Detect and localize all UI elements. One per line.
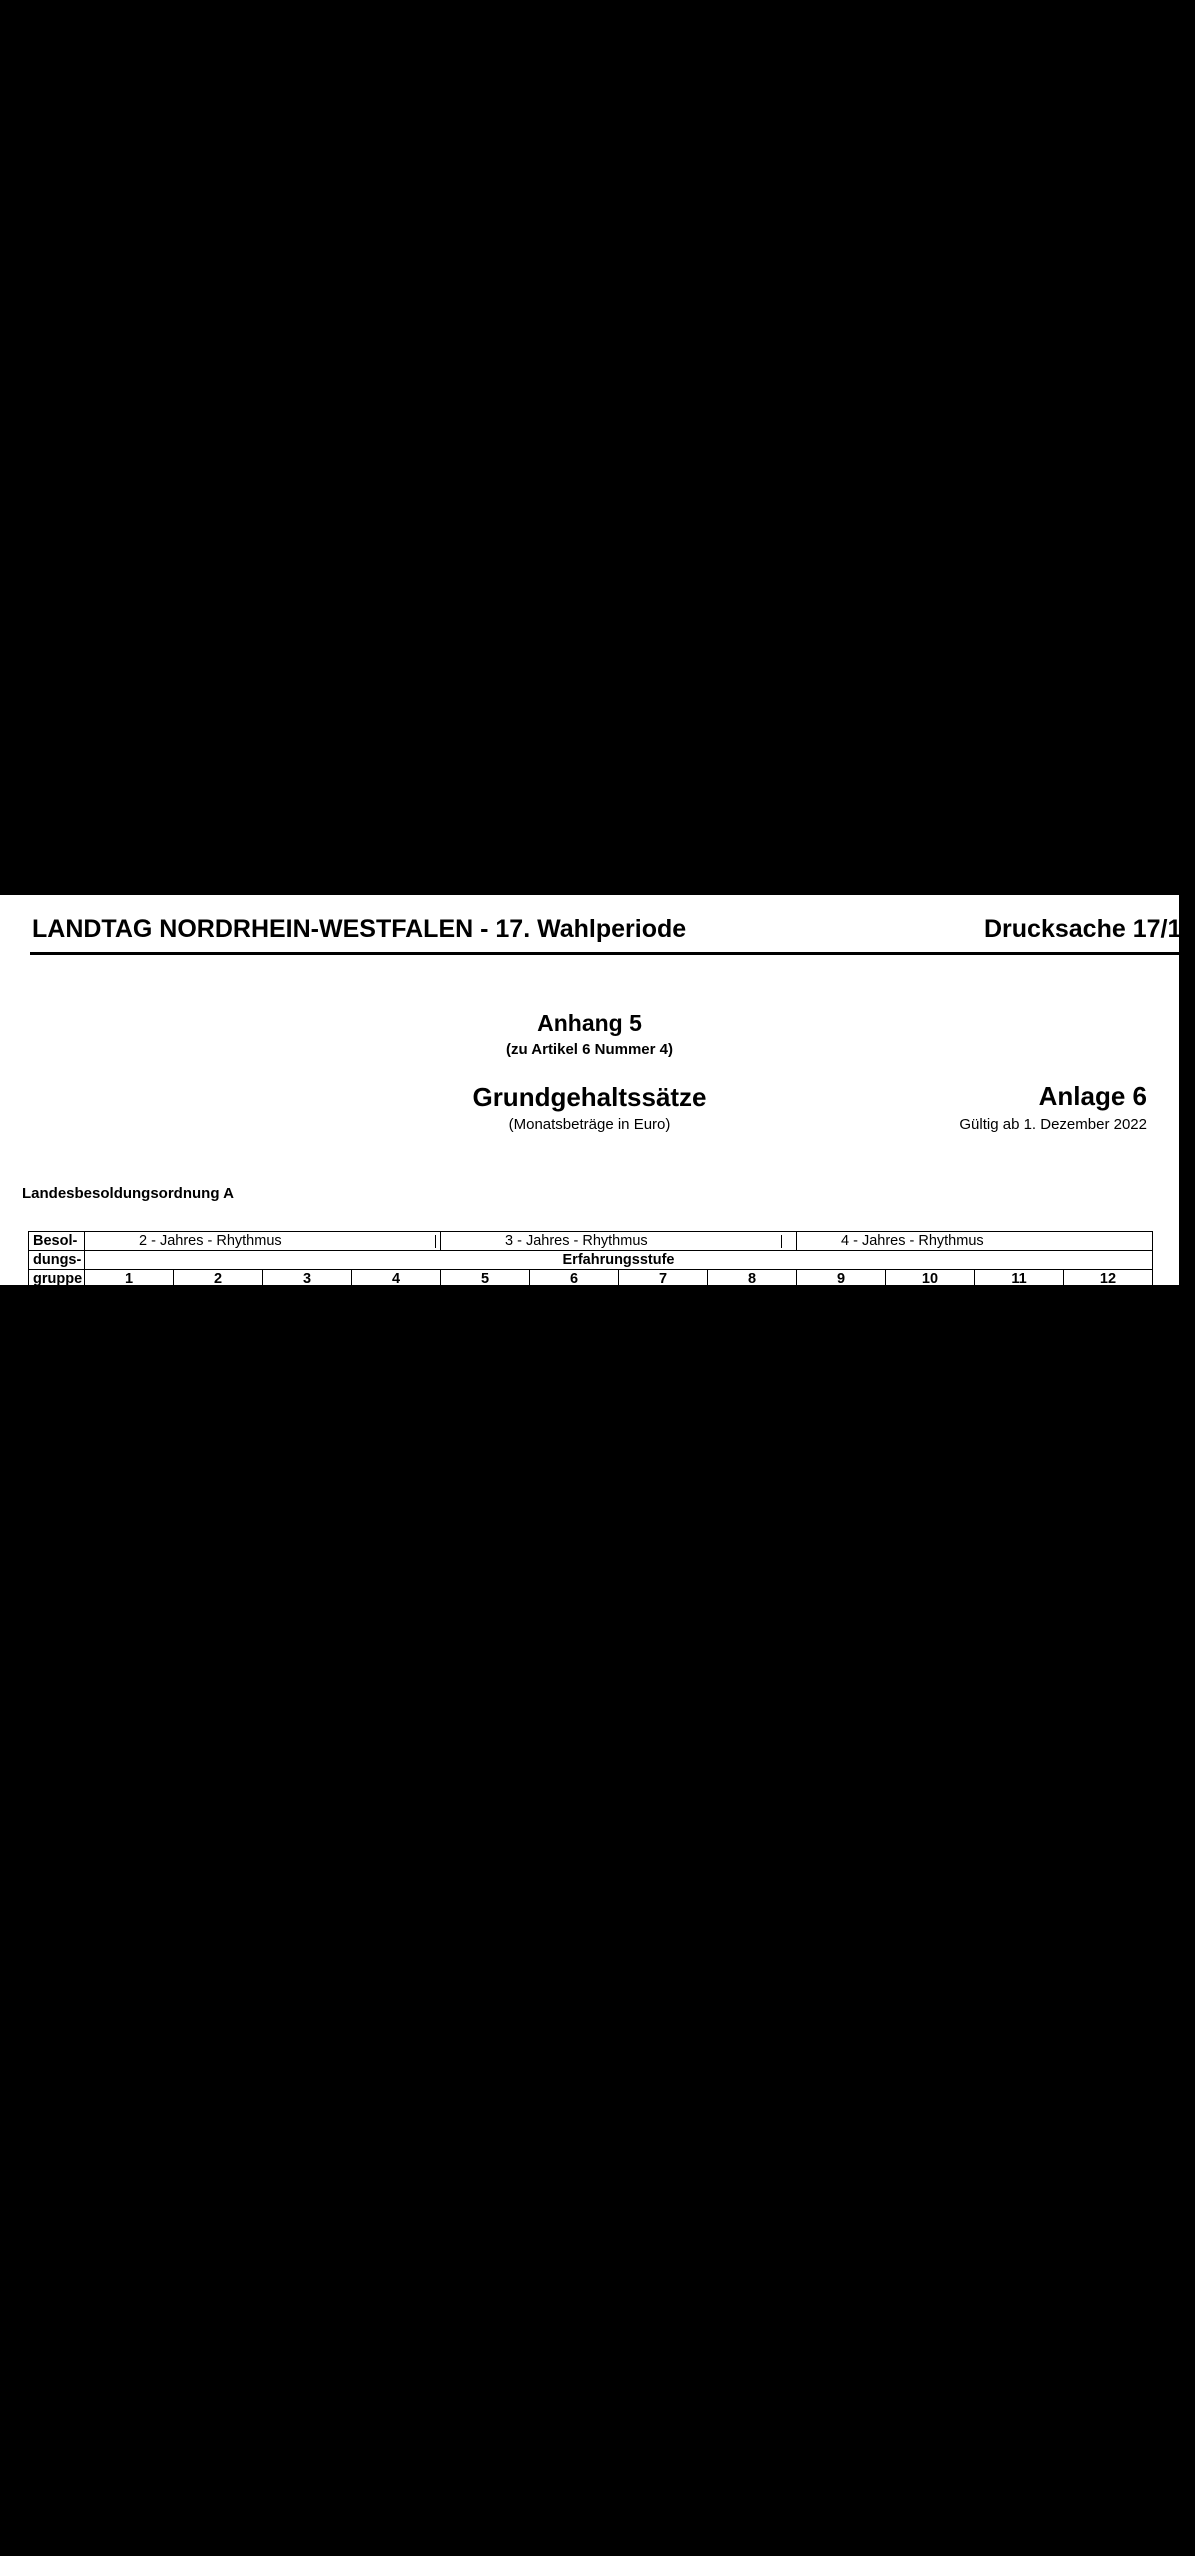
- salary-cell: [263, 1441, 352, 1460]
- salary-cell: 6367,90: [797, 1479, 886, 1498]
- salary-cell: [174, 1422, 263, 1441]
- salary-cell: 4109,21: [619, 1403, 708, 1422]
- salary-cell: 4845,74: [886, 1422, 975, 1441]
- salary-cell: 3216,82: [797, 1327, 886, 1346]
- salary-cell: 3084,74: [797, 1308, 886, 1327]
- salary-cell: [174, 1460, 263, 1479]
- salary-cell: 5386,21: [886, 1441, 975, 1460]
- salary-cell: 3044,74: [441, 1346, 530, 1365]
- salary-cell: [85, 1289, 174, 1308]
- salary-cell: [85, 1308, 174, 1327]
- table-row: [29, 1384, 1153, 1403]
- header-row-stufen: [29, 1270, 1153, 1289]
- salary-cell: 3957,42: [530, 1403, 619, 1422]
- salary-cell: 3187,15: [263, 1384, 352, 1403]
- besoldungsgruppe-cell: A 5: [29, 1289, 85, 1308]
- salary-cell: [85, 1422, 174, 1441]
- salary-cell: 2668,80: [263, 1308, 352, 1327]
- table-row: [29, 1365, 1153, 1384]
- salary-cell: [174, 1403, 263, 1422]
- table-row: [29, 1346, 1153, 1365]
- salary-cell: 5906,62: [886, 1460, 975, 1479]
- salary-cell: [352, 1441, 441, 1460]
- besoldungsgruppe-cell: A 7: [29, 1327, 85, 1346]
- stufe-header-8: 8: [708, 1270, 797, 1289]
- anhang-title: Anhang 5: [537, 1010, 642, 1036]
- table-row: [29, 1498, 1153, 1517]
- salary-cell: 5389,29: [619, 1460, 708, 1479]
- salary-cell: [174, 1498, 263, 1517]
- salary-cell: [85, 1479, 174, 1498]
- salary-cell: 4311,71: [797, 1403, 886, 1422]
- salary-cell: 4872,00: [441, 1460, 530, 1479]
- salary-cell: 7846,84: [1064, 1498, 1153, 1517]
- rhythm-separator: [435, 1235, 436, 1248]
- salary-cell: 4787,81: [530, 1441, 619, 1460]
- salary-cell: [1064, 1308, 1153, 1327]
- salary-cell: 4085,21: [886, 1384, 975, 1403]
- salary-cell: 3063,18: [886, 1289, 975, 1308]
- salary-cell: 3659,11: [886, 1365, 975, 1384]
- header-row-rhythm: [29, 1232, 1153, 1251]
- salary-cell: 3418,91: [619, 1365, 708, 1384]
- besoldungsgruppe-cell: A 9: [29, 1365, 85, 1384]
- salary-cell: [352, 1498, 441, 1517]
- stufe-header-2: 2: [174, 1270, 263, 1289]
- salary-cell: 4968,91: [975, 1422, 1064, 1441]
- salary-cell: 3485,58: [441, 1384, 530, 1403]
- salary-cell: 3155,24: [708, 1327, 797, 1346]
- salary-cell: 3579,06: [797, 1365, 886, 1384]
- salary-cell: [263, 1460, 352, 1479]
- rhythm-3-jahres: 3 - Jahres - Rhythmus: [441, 1232, 797, 1251]
- table-row: [29, 1422, 1153, 1441]
- salary-cell: 2807,44: [441, 1308, 530, 1327]
- table-row: [29, 1460, 1153, 1479]
- salary-cell: [85, 1384, 174, 1403]
- salary-cell: [85, 1346, 174, 1365]
- salary-cell: 3739,16: [975, 1365, 1064, 1384]
- salary-cell: 3154,04: [886, 1308, 975, 1327]
- salary-cell: 3412,94: [797, 1346, 886, 1365]
- document-page: [0, 895, 1195, 1515]
- salary-cell: 4599,42: [708, 1422, 797, 1441]
- table-row: [29, 1289, 1153, 1308]
- salary-cell: 5628,53: [530, 1479, 619, 1498]
- col1-head-2: dungs-: [29, 1251, 85, 1270]
- salary-cell: 2835,14: [352, 1327, 441, 1346]
- salary-cell: 3069,51: [352, 1365, 441, 1384]
- stufe-header-4: 4: [352, 1270, 441, 1289]
- salary-cell: 4722,56: [797, 1422, 886, 1441]
- salary-cell: 6202,35: [530, 1498, 619, 1517]
- salary-cell: 6595,43: [886, 1479, 975, 1498]
- salary-cell: 6140,39: [708, 1479, 797, 1498]
- salary-cell: 3498,93: [708, 1365, 797, 1384]
- salary-cell: 2934,29: [352, 1346, 441, 1365]
- salary-cell: 6079,06: [975, 1460, 1064, 1479]
- salary-cell: [263, 1479, 352, 1498]
- salary-cell: 3983,47: [797, 1384, 886, 1403]
- header-row-erfahrungsstufe: [29, 1251, 1153, 1270]
- salary-cell: 4210,44: [708, 1403, 797, 1422]
- salary-cell: 3660,44: [352, 1403, 441, 1422]
- salary-cell: [174, 1289, 263, 1308]
- salary-cell: 4987,26: [619, 1441, 708, 1460]
- section-title: Landesbesoldungsordnung A: [22, 1185, 234, 1202]
- rhythm-separator: [781, 1235, 782, 1248]
- salary-cell: 3560,21: [975, 1346, 1064, 1365]
- col1-head-3: gruppe: [29, 1270, 85, 1289]
- salary-cell: [174, 1346, 263, 1365]
- header-rule: [30, 952, 1179, 955]
- header-title: LANDTAG NORDRHEIN-WESTFALEN - 17. Wahlperiode: [32, 915, 687, 943]
- salary-cell: 6251,51: [1064, 1460, 1153, 1479]
- salary-cell: [263, 1498, 352, 1517]
- salary-cell: 4588,38: [441, 1441, 530, 1460]
- salary-cell: 3093,71: [619, 1327, 708, 1346]
- besoldungsgruppe-cell: A 11: [29, 1403, 85, 1422]
- salary-cell: [174, 1365, 263, 1384]
- table-row: [29, 1441, 1153, 1460]
- salary-cell: 3634,79: [530, 1384, 619, 1403]
- salary-cell: [85, 1365, 174, 1384]
- salary-cell: 2747,46: [441, 1289, 530, 1308]
- salary-cell: 4517,63: [975, 1403, 1064, 1422]
- salary-cell: 3339,30: [708, 1346, 797, 1365]
- besoldungsgruppe-cell: A 13: [29, 1441, 85, 1460]
- table-row: [29, 1327, 1153, 1346]
- salary-cell: 4111,51: [441, 1422, 530, 1441]
- salary-cell: 2823,84: [263, 1346, 352, 1365]
- salary-cell: 3808,93: [441, 1403, 530, 1422]
- salary-cell: 3278,41: [886, 1327, 975, 1346]
- salary-cell: 3000,03: [797, 1289, 886, 1308]
- anlage-validity: Gültig ab 1. Dezember 2022: [959, 1116, 1147, 1133]
- salary-cell: [174, 1441, 263, 1460]
- salary-cell: 4292,61: [530, 1422, 619, 1441]
- grundgehalt-title: Grundgehaltssätze: [472, 1082, 707, 1112]
- salary-cell: [1064, 1327, 1153, 1346]
- salary-cell: 3185,96: [441, 1365, 530, 1384]
- salary-cell: 5561,74: [708, 1460, 797, 1479]
- salary-cell: 2684,33: [352, 1289, 441, 1308]
- salary-cell: [85, 1498, 174, 1517]
- salary-cell: 5912,90: [619, 1479, 708, 1498]
- table-row: [29, 1479, 1153, 1498]
- stufe-header-1: 1: [85, 1270, 174, 1289]
- salary-cell: [85, 1403, 174, 1422]
- stufe-header-12: 12: [1064, 1270, 1153, 1289]
- salary-cell: 3155,20: [530, 1346, 619, 1365]
- salary-cell: 6794,35: [708, 1498, 797, 1517]
- salary-cell: [441, 1498, 530, 1517]
- salary-cell: [174, 1384, 263, 1403]
- stufe-header-6: 6: [530, 1270, 619, 1289]
- salary-cell: 2936,87: [708, 1289, 797, 1308]
- salary-cell: [174, 1327, 263, 1346]
- besoldungsgruppe-cell: A 16: [29, 1498, 85, 1517]
- salary-cell: 3784,03: [619, 1384, 708, 1403]
- salary-cell: [85, 1460, 174, 1479]
- salary-cell: 3486,60: [886, 1346, 975, 1365]
- salary-cell: [85, 1441, 174, 1460]
- salary-cell: 5734,16: [797, 1460, 886, 1479]
- col1-head-1: Besol-: [29, 1232, 85, 1251]
- salary-cell: [975, 1327, 1064, 1346]
- grundgehalt-subtitle: (Monatsbeträge in Euro): [508, 1116, 671, 1133]
- salary-cell: [352, 1479, 441, 1498]
- salary-cell: 5130,67: [530, 1460, 619, 1479]
- besoldungsgruppe-cell: A 12: [29, 1422, 85, 1441]
- rhythm-2-jahres: 2 - Jahres - Rhythmus: [85, 1232, 441, 1251]
- salary-cell: [263, 1422, 352, 1441]
- salary-cell: [174, 1308, 263, 1327]
- stufe-header-7: 7: [619, 1270, 708, 1289]
- salary-cell: 3007,49: [530, 1327, 619, 1346]
- salary-cell: 2810,60: [530, 1289, 619, 1308]
- salary-cell: [1064, 1289, 1153, 1308]
- stufe-header-5: 5: [441, 1270, 530, 1289]
- salary-cell: 2873,73: [619, 1289, 708, 1308]
- salary-cell: 3265,68: [619, 1346, 708, 1365]
- salary-table: [28, 1231, 1153, 1517]
- salary-cell: 2621,19: [263, 1289, 352, 1308]
- salary-cell: 2953,03: [263, 1365, 352, 1384]
- salary-cell: 5519,21: [975, 1441, 1064, 1460]
- table-row: [29, 1308, 1153, 1327]
- salary-cell: 3511,98: [263, 1403, 352, 1422]
- salary-cell: 3931,13: [352, 1422, 441, 1441]
- salary-cell: 6822,95: [975, 1479, 1064, 1498]
- salary-cell: [441, 1479, 530, 1498]
- salary-cell: 2876,78: [530, 1308, 619, 1327]
- salary-cell: [174, 1479, 263, 1498]
- header-drucksache: Drucksache 17/16: [984, 915, 1195, 943]
- besoldungsgruppe-cell: A 8: [29, 1346, 85, 1365]
- stufe-header-9: 9: [797, 1270, 886, 1289]
- salary-cell: 5120,25: [708, 1441, 797, 1460]
- besoldungsgruppe-cell: A 14: [29, 1460, 85, 1479]
- besoldungsgruppe-cell: A 10: [29, 1384, 85, 1403]
- salary-cell: 7057,49: [797, 1498, 886, 1517]
- salary-cell: 2738,11: [352, 1308, 441, 1327]
- rhythm-4-jahres: 4 - Jahres - Rhythmus: [797, 1232, 1153, 1251]
- salary-cell: 5253,21: [797, 1441, 886, 1460]
- stufe-header-3: 3: [263, 1270, 352, 1289]
- salary-cell: 3336,34: [352, 1384, 441, 1403]
- salary-cell: [975, 1289, 1064, 1308]
- salary-cell: 4186,98: [975, 1384, 1064, 1403]
- salary-cell: 3302,44: [530, 1365, 619, 1384]
- salary-cell: [1064, 1365, 1153, 1384]
- salary-cell: 5652,17: [1064, 1441, 1153, 1460]
- salary-cell: 7050,45: [1064, 1479, 1153, 1498]
- anlage-title: Anlage 6: [1038, 1081, 1147, 1111]
- stufe-header-11: 11: [975, 1270, 1064, 1289]
- salary-cell: 3015,42: [708, 1308, 797, 1327]
- besoldungsgruppe-cell: A 15: [29, 1479, 85, 1498]
- salary-cell: 2921,34: [441, 1327, 530, 1346]
- salary-cell: [85, 1327, 174, 1346]
- salary-cell: 6531,20: [619, 1498, 708, 1517]
- table-row: [29, 1403, 1153, 1422]
- salary-cell: 3883,51: [708, 1384, 797, 1403]
- salary-cell: [352, 1460, 441, 1479]
- erfahrungsstufe-label: Erfahrungsstufe: [85, 1251, 1153, 1270]
- salary-cell: 4620,95: [1064, 1403, 1153, 1422]
- salary-cell: 4476,27: [619, 1422, 708, 1441]
- salary-cell: [1064, 1346, 1153, 1365]
- salary-cell: 2946,11: [619, 1308, 708, 1327]
- salary-cell: 4414,36: [886, 1403, 975, 1422]
- salary-cell: [1064, 1384, 1153, 1403]
- salary-cell: 7583,72: [975, 1498, 1064, 1517]
- besoldungsgruppe-cell: A 6: [29, 1308, 85, 1327]
- salary-cell: 5092,00: [1064, 1422, 1153, 1441]
- salary-cell: 7320,57: [886, 1498, 975, 1517]
- anhang-subtitle: (zu Artikel 6 Nummer 4): [506, 1041, 673, 1058]
- salary-cell: [975, 1308, 1064, 1327]
- stufe-header-10: 10: [886, 1270, 975, 1289]
- salary-cell: 2748,92: [263, 1327, 352, 1346]
